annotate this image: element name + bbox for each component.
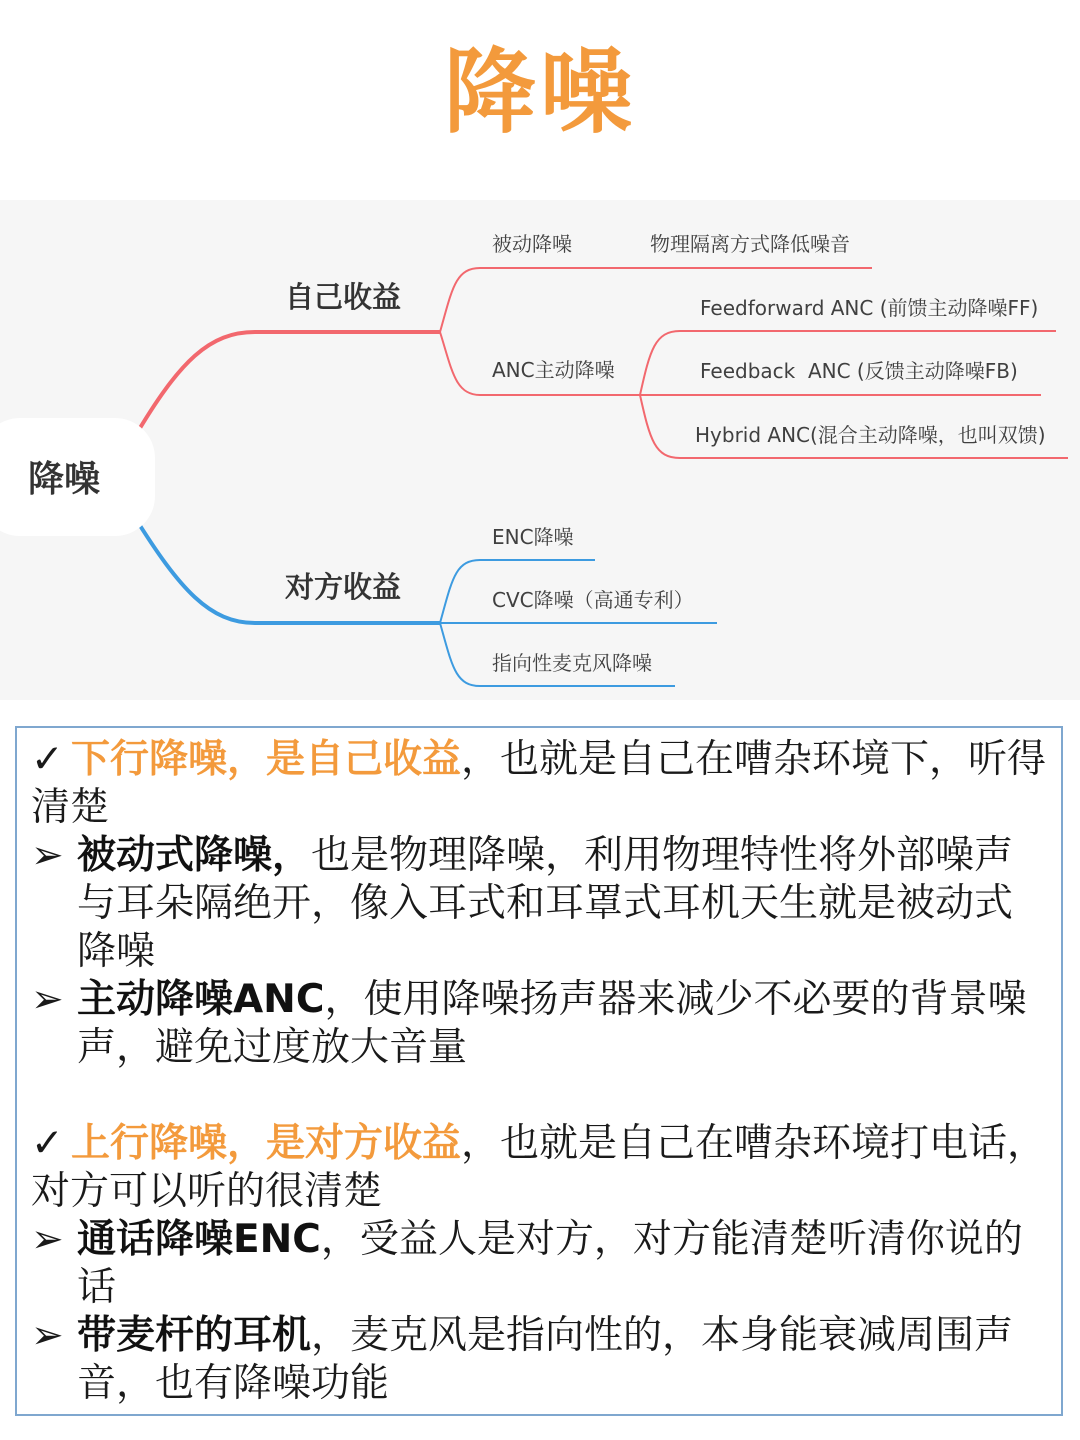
section-uplink: [31, 1120, 1051, 1216]
bullet-enc: [31, 1216, 1051, 1312]
page-title: 降噪: [443, 39, 636, 146]
notes-panel: [15, 726, 1063, 1416]
node-feedback: Feedback ANC (反馈主动降噪FB): [700, 359, 1018, 383]
bullet-anc-bold: 主动降噪ANC: [77, 977, 325, 1022]
section-uplink-text: ，也就是自己在嘈杂环境打电话，对方可以听的很清楚: [31, 1121, 1047, 1214]
branch-self-benefit: 自己收益: [285, 280, 402, 314]
bullet-boom-mic-bold: 带麦杆的耳机: [77, 1313, 312, 1358]
section-downlink-text: ，也就是自己在嘈杂环境下，听得清楚: [31, 737, 1047, 830]
node-hybrid: Hybrid ANC(混合主动降噪，也叫双馈): [695, 423, 1046, 447]
check-icon: ✓: [31, 1121, 64, 1166]
section-downlink-highlight: 下行降噪，是自己收益: [71, 737, 462, 782]
mind-map-connectors: [0, 200, 1080, 700]
bullet-enc-text: ，受益人是对方，对方能清楚听清你说的话: [77, 1217, 1023, 1310]
arrow-icon: ➢: [31, 833, 64, 878]
node-directional-mic: 指向性麦克风降噪: [492, 651, 652, 675]
node-passive-note: 物理隔离方式降低噪音: [650, 232, 850, 256]
arrow-icon: ➢: [31, 977, 64, 1022]
bullet-anc-text: ，使用降噪扬声器来减少不必要的背景噪声，避免过度放大音量: [77, 977, 1027, 1070]
bullet-passive: [31, 832, 1051, 976]
mind-map: [0, 200, 1080, 700]
bullet-passive-bold: 被动式降噪，: [77, 833, 312, 878]
check-icon: ✓: [31, 737, 64, 782]
bullet-anc: [31, 976, 1051, 1072]
section-downlink: [31, 736, 1051, 832]
connector-self-benefit: [134, 332, 440, 438]
root-node: 降噪: [28, 459, 101, 500]
bullet-enc-bold: 通话降噪ENC: [77, 1217, 321, 1262]
node-enc: ENC降噪: [492, 525, 574, 549]
bullet-passive-text: 也是物理降噪，利用物理特性将外部噪声与耳朵隔绝开，像入耳式和耳罩式耳机天生就是被动式降噪: [77, 833, 1014, 974]
bullet-boom-mic-text: ，麦克风是指向性的，本身能衰减周围声音，也有降噪功能: [77, 1313, 1014, 1406]
bullet-boom-mic: [31, 1312, 1051, 1408]
section-uplink-highlight: 上行降噪，是对方收益: [71, 1121, 462, 1166]
branch-other-benefit: 对方收益: [285, 570, 402, 604]
node-anc: ANC主动降噪: [492, 358, 615, 382]
arrow-icon: ➢: [31, 1313, 64, 1358]
node-feedforward: Feedforward ANC (前馈主动降噪FF): [700, 296, 1039, 320]
node-passive-nc: 被动降噪: [492, 232, 572, 256]
node-cvc: CVC降噪（高通专利）: [492, 588, 694, 612]
arrow-icon: ➢: [31, 1217, 64, 1262]
